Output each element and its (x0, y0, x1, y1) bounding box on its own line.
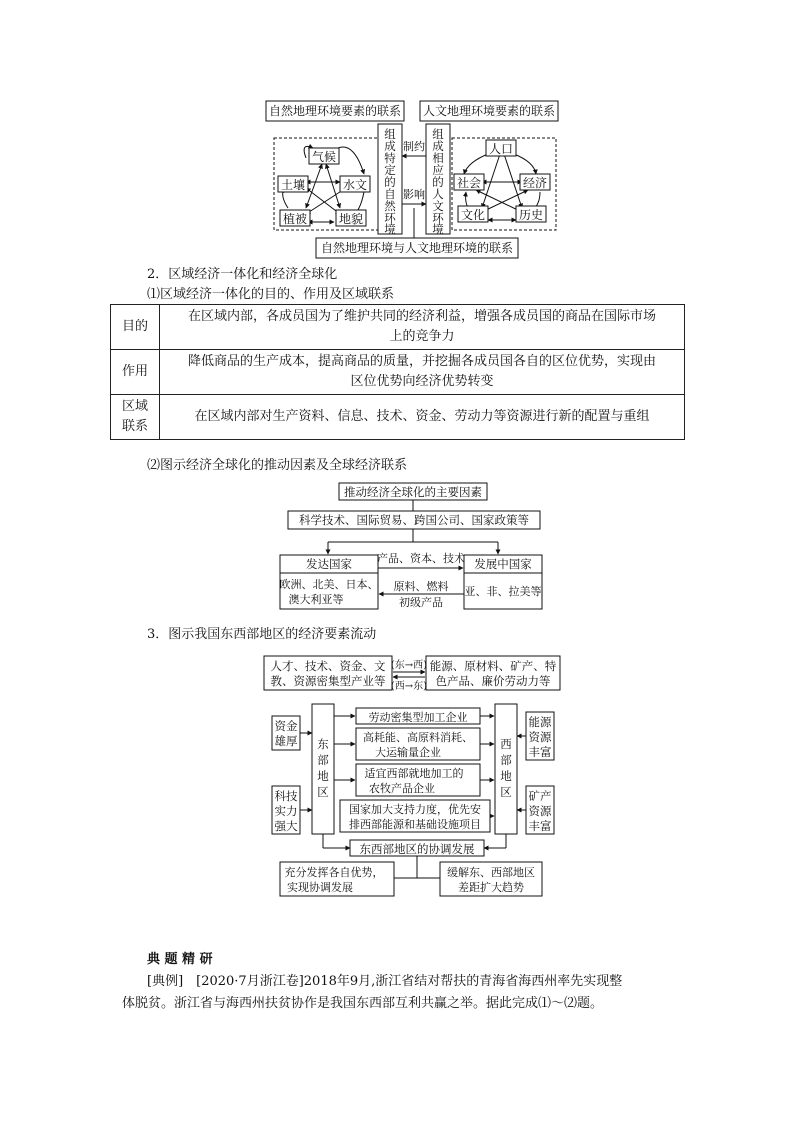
table-cell: 目的 (111, 305, 160, 350)
west-region: 部 (500, 753, 512, 767)
leverage-advantages-box: 实现协调发展 (287, 881, 353, 894)
example-text: [典例] [2020·7月浙江卷]2018年9月,浙江省结对帮扶的青海省海西州率先实现整 (147, 974, 623, 989)
coordinated-development-box: 东西部地区的协调发展 (359, 842, 475, 856)
west-region: 区 (500, 785, 512, 799)
section-2-2-title: ⑵图示经济全球化的推动因素及全球经济联系 (147, 458, 408, 473)
svg-text:组: 组 (432, 127, 444, 141)
ease-gap-box: 缓解东、西部地区 (447, 866, 535, 879)
agri-processing-box: 适宜西部就地加工的 (364, 767, 464, 780)
east-to-west-label: (东→西) (390, 660, 428, 671)
capital-strength: 雄厚 (274, 734, 298, 748)
svg-text:特: 特 (384, 151, 396, 165)
node-population: 人口 (488, 142, 514, 156)
developed-regions: 澳大利亚等 (288, 593, 344, 606)
table-row (111, 395, 685, 440)
svg-text:然: 然 (384, 199, 396, 213)
flow-materials-label: 原料、燃料 (393, 580, 449, 593)
svg-text:组: 组 (384, 127, 396, 141)
node-soil: 土壤 (280, 178, 306, 192)
ease-gap-box: 差距扩大趋势 (458, 881, 524, 894)
tech-strength: 强大 (274, 819, 298, 833)
east-region: 区 (317, 785, 329, 799)
svg-text:文: 文 (432, 199, 444, 213)
node-history: 历史 (518, 208, 544, 222)
heavy-industry-box: 高耗能、高原料消耗、 (363, 731, 473, 744)
svg-text:境: 境 (384, 222, 396, 236)
heavy-industry-box: 大运输量企业 (375, 746, 441, 759)
node-vegetation: 植被 (282, 212, 308, 226)
section-3-title: 3．图示我国东西部地区的经济要素流动 (147, 627, 377, 642)
table-row (111, 350, 685, 395)
table-cell: 作用 (111, 350, 160, 395)
energy-rich: 能源 (528, 715, 552, 729)
svg-text:相: 相 (432, 151, 444, 165)
east-west-flow-diagram (262, 652, 562, 912)
svg-text:人: 人 (432, 187, 444, 201)
west-resources: 能源、原材料、矿产、特 (429, 659, 557, 673)
regional-integration-table (110, 304, 685, 440)
energy-rich: 丰富 (528, 745, 552, 759)
section-2-1-title: ⑴区域经济一体化的目的、作用及区域联系 (147, 287, 395, 302)
tech-strength: 科技 (274, 789, 298, 803)
table-cell: 在区域内部对生产资料、信息、技术、资金、劳动力等资源进行新的配置与重组 (160, 395, 685, 440)
energy-rich: 资源 (528, 730, 552, 744)
east-resources: 教、资源密集型产业等 (270, 674, 386, 688)
labor-intensive-box: 劳动密集型加工企业 (368, 711, 468, 724)
geo-environment-diagram (260, 96, 560, 260)
flow-products-label: 产品、资本、技术 (377, 552, 465, 565)
node-landform: 地貌 (338, 212, 364, 226)
state-support-box: 国家加大支持力度，优先安 (349, 803, 481, 816)
mineral-rich: 资源 (528, 804, 552, 818)
restrict-label: 制约 (403, 140, 425, 153)
node-culture: 文化 (460, 208, 486, 222)
globalization-diagram (276, 480, 548, 612)
east-region: 部 (317, 753, 329, 767)
east-resources: 人才、技术、资金、文 (270, 659, 386, 673)
svg-text:环: 环 (432, 211, 444, 225)
leverage-advantages-box: 充分发挥各自优势， (284, 866, 384, 879)
nature-human-links-title: 自然地理环境与人文地理环境的联系 (320, 241, 514, 255)
developing-regions: 亚、非、拉美等 (464, 585, 542, 598)
west-region: 地 (500, 769, 512, 783)
east-region: 地 (317, 769, 329, 783)
svg-text:成: 成 (384, 139, 396, 153)
capital-strength: 资金 (274, 719, 298, 733)
state-support-box: 排西部能源和基础设施项目 (349, 818, 481, 831)
svg-text:自: 自 (384, 187, 396, 201)
table-cell: 区域 联系 (111, 395, 160, 440)
drivers-title: 推动经济全球化的主要因素 (344, 485, 482, 499)
west-resources: 色产品、廉价劳动力等 (435, 674, 551, 688)
natural-links-title: 自然地理环境要素的联系 (268, 104, 402, 118)
node-hydrology: 水文 (342, 178, 368, 192)
svg-text:应: 应 (432, 163, 444, 177)
human-links-title: 人文地理环境要素的联系 (422, 104, 556, 118)
svg-text:环: 环 (384, 211, 396, 225)
example-text: 体脱贫。浙江省与海西州扶贫协作是我国东西部互利共赢之举。据此完成⑴～⑵题。 (122, 996, 604, 1011)
table-row (111, 305, 685, 350)
node-climate: 气候 (311, 150, 337, 164)
svg-text:成: 成 (432, 139, 444, 153)
left-vertical-label (384, 127, 396, 236)
svg-text:定: 定 (384, 163, 396, 177)
table-cell: 降低商品的生产成本，提高商品的质量，并挖掘各成员国各自的区位优势，实现由 区位优势向经济优势转变 (160, 350, 685, 395)
influence-label: 影响 (403, 188, 425, 201)
east-region: 东 (317, 737, 329, 751)
flow-primary-label: 初级产品 (399, 596, 443, 609)
agri-processing-box: 农牧产品企业 (369, 782, 435, 795)
mineral-rich: 丰富 (528, 819, 552, 833)
mineral-rich: 矿产 (528, 789, 552, 803)
section-2-title: 2．区域经济一体化和经济全球化 (147, 267, 338, 282)
west-region: 西 (500, 737, 512, 751)
west-to-east-label: (西→东) (390, 681, 428, 692)
developed-regions: 欧洲、北美、日本、 (279, 578, 379, 591)
tech-strength: 实力 (274, 804, 298, 818)
node-economy: 经济 (522, 176, 548, 190)
svg-text:境: 境 (432, 222, 444, 236)
drivers-list: 科学技术、国际贸易、跨国公司、国家政策等 (299, 513, 529, 527)
node-society: 社会 (456, 176, 482, 190)
developing-countries: 发展中国家 (474, 557, 532, 571)
study-section-title: 典 题 精 研 (147, 952, 213, 967)
developed-countries: 发达国家 (306, 557, 352, 571)
svg-text:的: 的 (432, 175, 444, 189)
right-vertical-label (432, 127, 444, 236)
table-cell: 在区域内部，各成员国为了维护共同的经济利益，增强各成员国的商品在国际市场 上的竞争力 (160, 305, 685, 350)
svg-text:的: 的 (384, 175, 396, 189)
